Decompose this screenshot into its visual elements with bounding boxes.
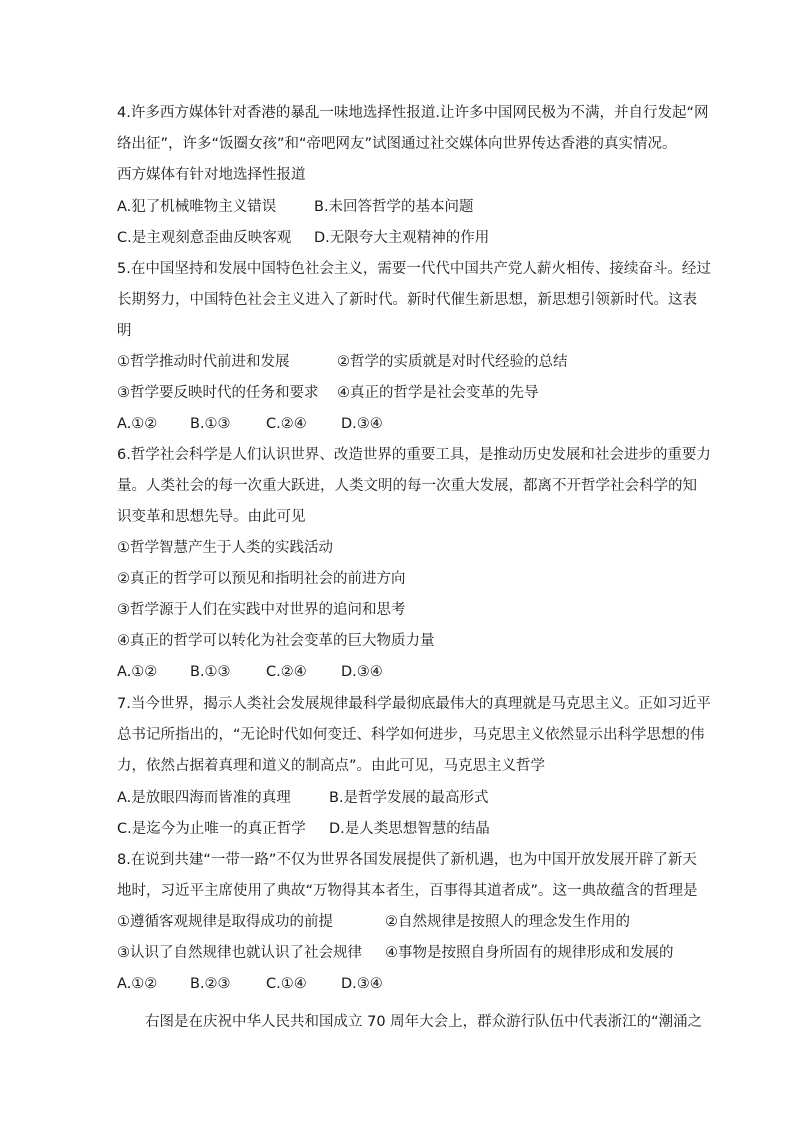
q5-answer-c: C.②④ [266,416,307,432]
q4-stem-line-3: 西方媒体有针对地选择性报道 [117,167,306,183]
q5-item-2: ②哲学的实质就是对时代经验的总结 [337,354,568,370]
q5-item-4: ④真正的哲学是社会变革的先导 [337,385,539,401]
q7-stem-line-1: 7.当今世界，揭示人类社会发展规律最科学最彻底最伟大的真理就是马克思主义。正如习近平 [117,696,711,712]
q5-stem-line-3: 明 [117,323,132,339]
q5-item-1: ①哲学推动时代前进和发展 [117,354,290,370]
q8-item-4: ④事物是按照自身所固有的规律形成和发展的 [385,945,674,961]
q8-item-2: ②自然规律是按照人的理念发生作用的 [385,914,630,930]
q5-answer-b: B.①③ [190,416,231,432]
q4-option-d: D.无限夸大主观精神的作用 [314,230,490,246]
q8-answer-a: A.①② [117,976,158,992]
q7-option-b: B.是哲学发展的最高形式 [329,790,489,806]
q7-option-d: D.是人类思想智慧的结晶 [329,821,490,837]
q6-answer-b: B.①③ [190,664,231,680]
q8-stem-line-2: 地时，习近平主席使用了典故“万物得其本者生，百事得其道者成”。这一典故蕴含的哲理是 [117,883,698,899]
q6-answer-d: D.③④ [341,664,383,680]
q5-stem-line-2: 长期努力，中国特色社会主义进入了新时代。新时代催生新思想，新思想引领新时代。这表 [117,292,697,308]
q8-answer-b: B.②③ [190,976,231,992]
q4-option-c: C.是主观刻意歪曲反映客观 [117,230,292,246]
q5-stem-line-1: 5.在中国坚持和发展中国特色社会主义，需要一代代中国共产党人薪火相传、接续奋斗。经过 [117,261,711,277]
q7-option-c: C.是迄今为止唯一的真正哲学 [117,821,306,837]
q5-answer-d: D.③④ [341,416,383,432]
q7-stem-line-2: 总书记所指出的，“无论时代如何变迁、科学如何进步，马克思主义依然显示出科学思想的伟 [117,727,705,743]
q6-item-3: ③哲学源于人们在实践中对世界的追问和思考 [117,602,406,618]
q4-stem-line-2: 络出征”，许多“饭圈女孩”和“帝吧网友”试图通过社交媒体向世界传达香港的真实情况。 [117,136,677,152]
q7-option-a: A.是放眼四海而皆准的真理 [117,790,291,806]
q8-item-1: ①遵循客观规律是取得成功的前提 [117,914,333,930]
q4-option-b: B.未回答哲学的基本问题 [314,199,474,215]
q8-stem-line-1: 8.在说到共建“一带一路”不仅为世界各国发展提供了新机遇，也为中国开放发展开辟了新天 [117,852,697,868]
q6-item-1: ①哲学智慧产生于人类的实践活动 [117,540,333,556]
q5-answer-a: A.①② [117,416,158,432]
q8-answer-d: D.③④ [341,976,383,992]
q6-answer-a: A.①② [117,664,158,680]
q7-stem-line-3: 力，依然占据着真理和道义的制高点”。由此可见，马克思主义哲学 [117,758,546,774]
q6-stem-line-1: 6.哲学社会科学是人们认识世界、改造世界的重要工具，是推动历史发展和社会进步的重要力 [117,447,711,463]
q4-option-a: A.犯了机械唯物主义错误 [117,199,277,215]
q6-stem-line-3: 识变革和思想先导。由此可见 [117,509,306,525]
q5-item-3: ③哲学要反映时代的任务和要求 [117,385,319,401]
q6-item-2: ②真正的哲学可以预见和指明社会的前进方向 [117,571,406,587]
q8-item-3: ③认识了自然规律也就认识了社会规律 [117,945,362,961]
material-intro: 右图是在庆祝中华人民共和国成立 70 周年大会上，群众游行队伍中代表浙江的“潮涌之 [145,1014,703,1030]
q4-stem-line-1: 4.许多西方媒体针对香港的暴乱一味地选择性报道.让许多中国网民极为不满，并自行发起“网 [117,105,709,121]
q6-item-4: ④真正的哲学可以转化为社会变革的巨大物质力量 [117,633,435,649]
q6-stem-line-2: 量。人类社会的每一次重大跃进，人类文明的每一次重大发展，都离不开哲学社会科学的知 [117,478,697,494]
q6-answer-c: C.②④ [266,664,307,680]
q8-answer-c: C.①④ [266,976,307,992]
